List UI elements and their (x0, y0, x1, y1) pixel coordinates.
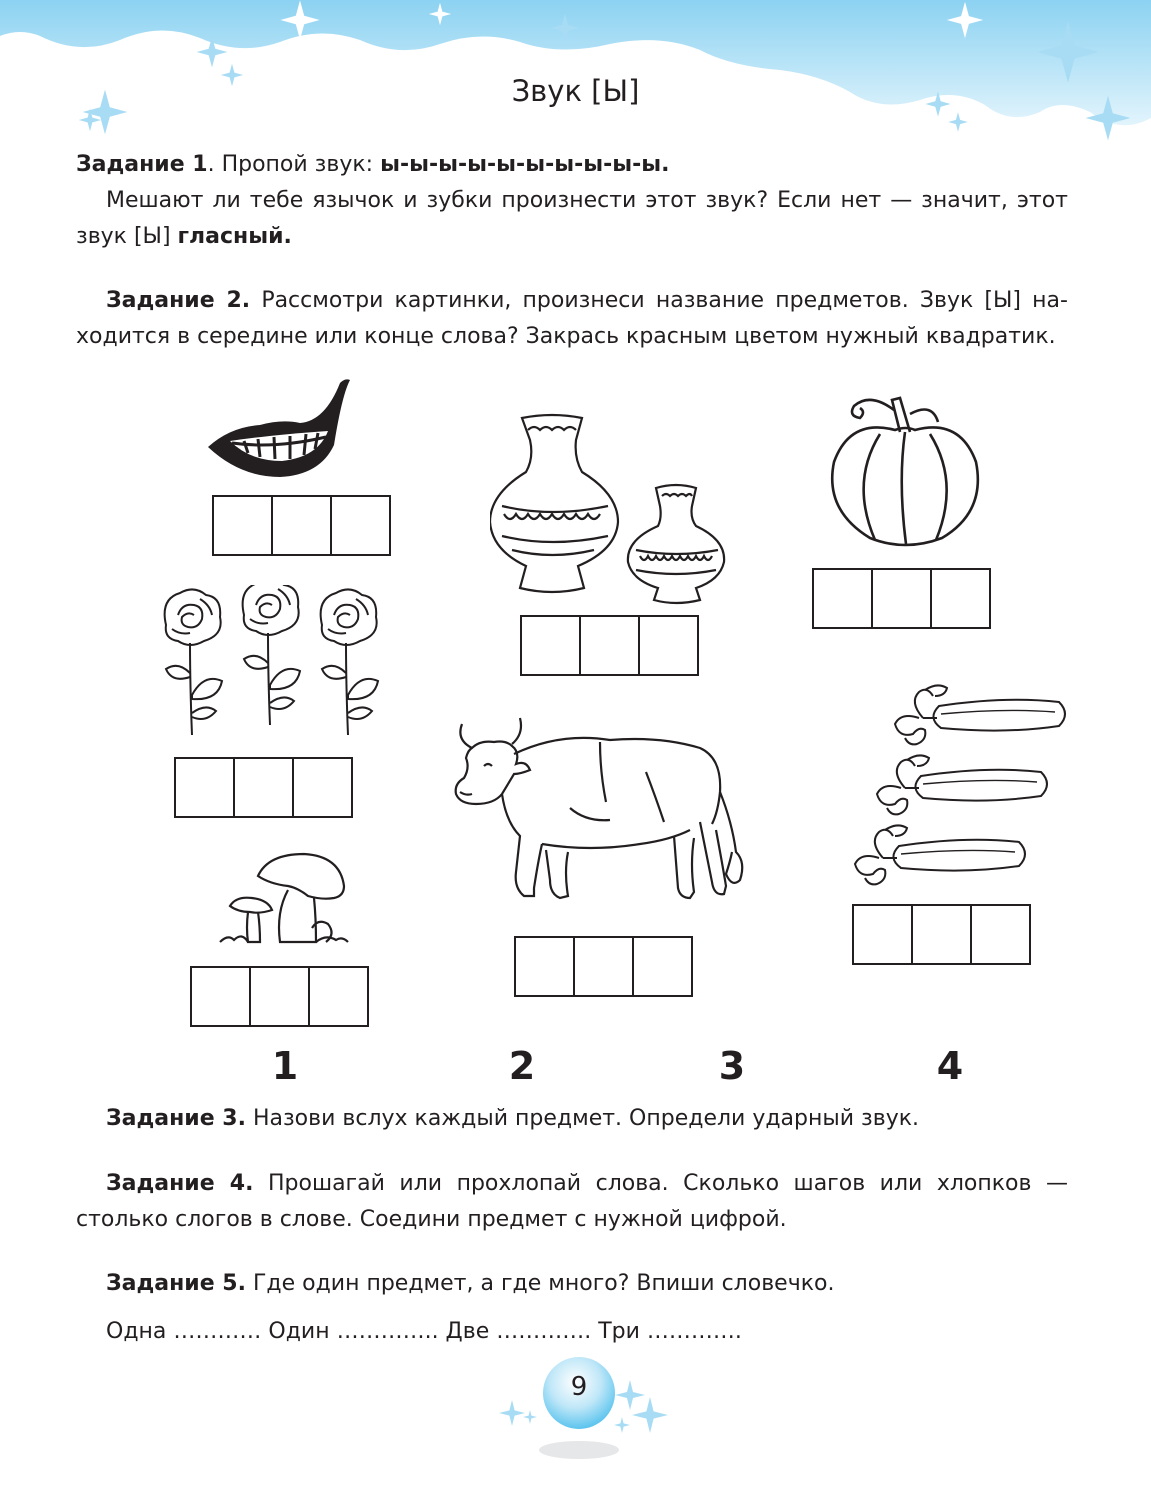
square-start[interactable] (176, 759, 233, 816)
square-middle[interactable] (573, 938, 632, 995)
square-middle[interactable] (911, 906, 970, 963)
bull-icon (450, 712, 750, 912)
square-start[interactable] (192, 968, 249, 1025)
task-5-fill-line[interactable] (76, 1314, 1068, 1350)
mushrooms-icon (218, 852, 350, 952)
task-1-label: Задание 1 (76, 152, 208, 177)
square-end[interactable] (970, 906, 1029, 963)
task-1-sound: ы-ы-ы-ы-ы-ы-ы-ы-ы-ы. (380, 152, 670, 177)
square-start[interactable] (522, 617, 579, 674)
square-end[interactable] (930, 570, 989, 627)
task-2-text: Рассмотри картинки, произнеси название предметов. Звук [Ы] находится в середине или конце слова? Закрась красным цветом нужный квадратик. (76, 288, 1068, 349)
lips-icon (200, 375, 350, 480)
vases-icon (490, 410, 730, 605)
task-1-answer: гласный. (177, 224, 292, 249)
square-middle[interactable] (579, 617, 638, 674)
square-middle[interactable] (271, 497, 330, 554)
answer-grid-bull (514, 936, 693, 997)
roses-icon (160, 585, 390, 740)
square-middle[interactable] (871, 570, 930, 627)
square-end[interactable] (632, 938, 691, 995)
task-4-text: Прошагай или прохлопай слова. Сколько шагов или хлопков — столько слогов в слове. Соедини предмет с нужной цифрой. (76, 1171, 1068, 1232)
answer-grid-lips (212, 495, 391, 556)
task-4 (76, 1166, 1068, 1238)
answer-grid-mushrooms (190, 966, 369, 1027)
task-3 (76, 1101, 1068, 1137)
task-4-label: Задание 4. (106, 1171, 254, 1196)
answer-grid-roses (174, 757, 353, 818)
answer-grid-pumpkin (812, 568, 991, 629)
square-middle[interactable] (233, 759, 292, 816)
square-start[interactable] (854, 906, 911, 963)
task-1 (76, 147, 1068, 255)
square-end[interactable] (638, 617, 697, 674)
task-3-label: Задание 3. (106, 1106, 246, 1131)
task-1-text: . Пропой звук: (207, 152, 381, 177)
page-number: 9 (570, 1372, 588, 1402)
cucumbers-icon (815, 682, 1075, 887)
square-start[interactable] (516, 938, 573, 995)
task-2-label: Задание 2. (106, 288, 251, 313)
square-start[interactable] (214, 497, 271, 554)
square-start[interactable] (814, 570, 871, 627)
task-5-text: Где один предмет, а где много? Впиши словечко. (245, 1271, 835, 1296)
pumpkin-icon (820, 392, 990, 552)
syllable-number-3[interactable]: 3 (718, 1044, 746, 1088)
syllable-number-4[interactable]: 4 (936, 1044, 964, 1088)
answer-grid-cucumbers (852, 904, 1031, 965)
square-end[interactable] (330, 497, 389, 554)
page-title: Звук [Ы] (511, 74, 640, 108)
answer-grid-vases (520, 615, 699, 676)
task-1-question: Мешают ли тебе язычок и зубки произнести этот звук? Если нет — значит, этот звук [Ы] (76, 188, 1068, 249)
task-5-label: Задание 5. (106, 1271, 246, 1296)
task-5 (76, 1266, 1068, 1302)
square-end[interactable] (292, 759, 351, 816)
task-3-text: Назови вслух каждый предмет. Определи ударный звук. (245, 1106, 920, 1131)
square-end[interactable] (308, 968, 367, 1025)
syllable-number-2[interactable]: 2 (508, 1044, 536, 1088)
syllable-number-1[interactable]: 1 (271, 1044, 299, 1088)
task-2 (76, 283, 1068, 355)
fill-in-blanks: Одна ………… Один ………….. Две …………. Три …………. (106, 1319, 742, 1344)
square-middle[interactable] (249, 968, 308, 1025)
